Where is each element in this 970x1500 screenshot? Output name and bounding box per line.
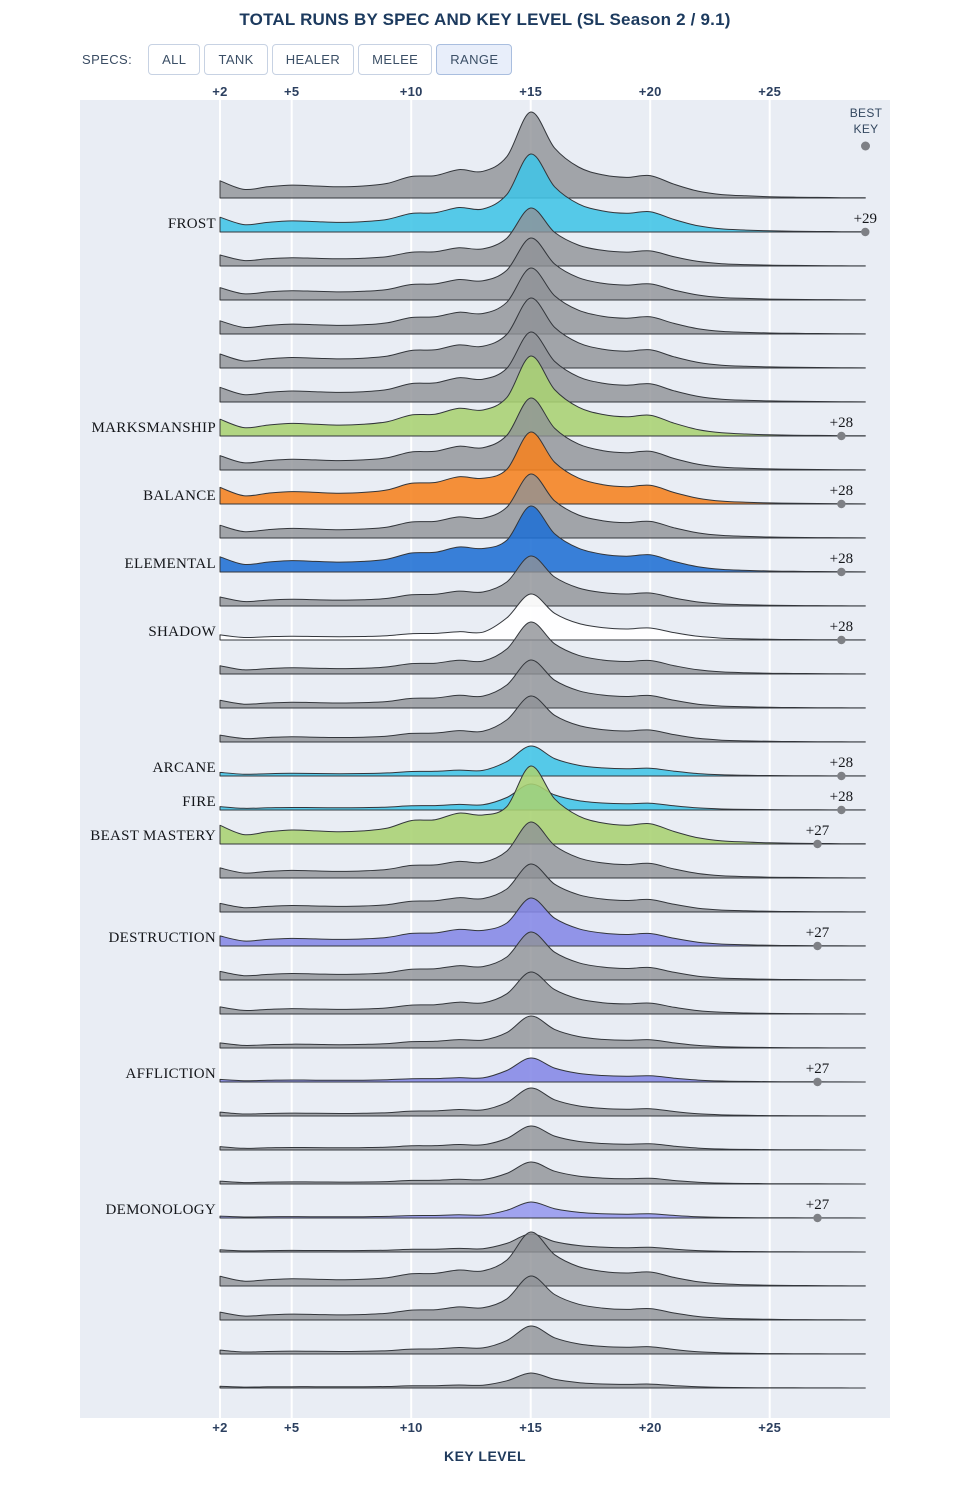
specs-tab-all[interactable]: ALL xyxy=(148,44,200,75)
best-key-dot-shadow xyxy=(837,636,845,644)
x-tick-top-+20: +20 xyxy=(638,84,662,99)
specs-filter-bar xyxy=(82,43,512,75)
best-key-dot-balance xyxy=(837,500,845,508)
best-key-dot-frost xyxy=(861,228,869,236)
best-key-legend-line2: KEY xyxy=(853,122,879,136)
best-key-dot-demonology xyxy=(813,1214,821,1222)
x-tick-top-+5: +5 xyxy=(283,84,300,99)
x-tick-top-+10: +10 xyxy=(399,84,423,99)
x-tick-bottom-+20: +20 xyxy=(638,1420,662,1435)
best-key-dot-elemental xyxy=(837,568,845,576)
best-key-dot-marksmanship xyxy=(837,432,845,440)
specs-tab-tank[interactable]: TANK xyxy=(204,44,267,75)
x-tick-bottom-+5: +5 xyxy=(283,1420,300,1435)
x-tick-bottom-+2: +2 xyxy=(212,1420,228,1435)
spec-label-beast-mastery: BEAST MASTERY xyxy=(90,828,216,844)
best-key-value-fire: +28 xyxy=(829,789,854,805)
specs-tab-melee[interactable]: MELEE xyxy=(358,44,432,75)
x-tick-bottom-+10: +10 xyxy=(399,1420,423,1435)
spec-label-elemental: ELEMENTAL xyxy=(124,556,216,572)
x-tick-top-+25: +25 xyxy=(758,84,782,99)
best-key-legend-dot xyxy=(861,142,870,151)
specs-tab-range[interactable]: RANGE xyxy=(436,44,512,75)
best-key-dot-destruction xyxy=(813,942,821,950)
spec-label-affliction: AFFLICTION xyxy=(125,1066,216,1082)
spec-label-balance: BALANCE xyxy=(143,488,216,504)
spec-label-destruction: DESTRUCTION xyxy=(108,930,216,946)
specs-button-group xyxy=(148,44,512,75)
spec-label-shadow: SHADOW xyxy=(148,624,216,640)
best-key-value-arcane: +28 xyxy=(829,755,854,771)
spec-label-frost: FROST xyxy=(167,216,216,232)
best-key-value-affliction: +27 xyxy=(805,1061,830,1077)
best-key-dot-affliction xyxy=(813,1078,821,1086)
best-key-value-marksmanship: +28 xyxy=(829,415,854,431)
best-key-value-frost: +29 xyxy=(853,211,878,227)
page-title: TOTAL RUNS BY SPEC AND KEY LEVEL (SL Season 2 / 9.1) xyxy=(239,10,731,29)
best-key-value-beast-mastery: +27 xyxy=(805,823,830,839)
best-key-value-elemental: +28 xyxy=(829,551,854,567)
spec-label-demonology: DEMONOLOGY xyxy=(105,1202,216,1218)
x-tick-bottom-+25: +25 xyxy=(758,1420,782,1435)
best-key-value-balance: +28 xyxy=(829,483,854,499)
spec-label-arcane: ARCANE xyxy=(152,760,216,776)
best-key-dot-arcane xyxy=(837,772,845,780)
x-tick-bottom-+15: +15 xyxy=(519,1420,543,1435)
best-key-dot-beast-mastery xyxy=(813,840,821,848)
x-axis-title: KEY LEVEL xyxy=(443,1448,527,1464)
x-tick-top-+2: +2 xyxy=(212,84,228,99)
best-key-legend-line1: BEST xyxy=(849,106,883,120)
best-key-value-destruction: +27 xyxy=(805,925,830,941)
x-tick-top-+15: +15 xyxy=(519,84,543,99)
best-key-value-shadow: +28 xyxy=(829,619,854,635)
specs-tab-healer[interactable]: HEALER xyxy=(272,44,354,75)
best-key-dot-fire xyxy=(837,806,845,814)
best-key-value-demonology: +27 xyxy=(805,1197,830,1213)
spec-label-marksmanship: MARKSMANSHIP xyxy=(91,420,216,436)
spec-label-fire: FIRE xyxy=(182,794,216,810)
specs-label: SPECS: xyxy=(82,51,133,67)
